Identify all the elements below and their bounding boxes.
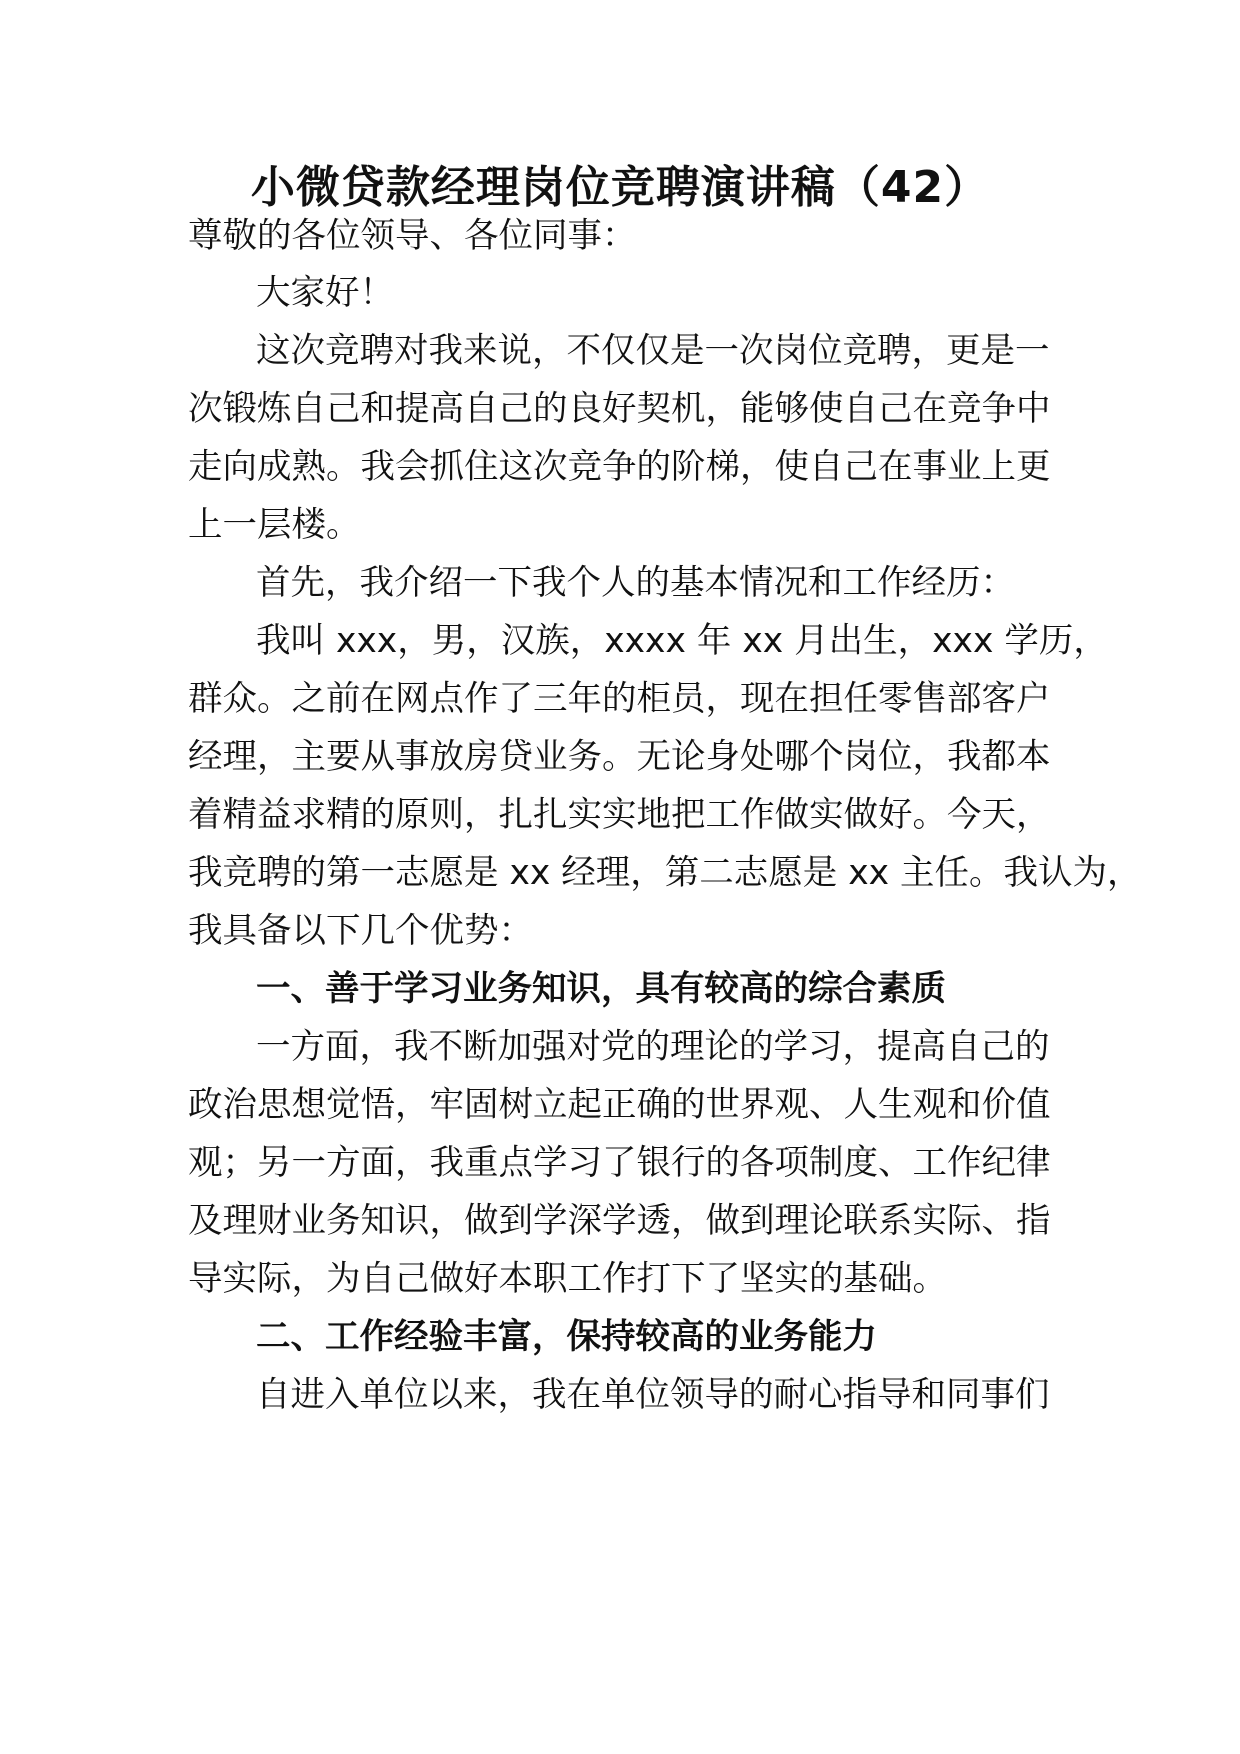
paragraph-line: 自进入单位以来，我在单位领导的耐心指导和同事们 — [256, 1375, 1050, 1415]
paragraph-line: 一方面，我不断加强对党的理论的学习，提高自己的 — [256, 1027, 1050, 1067]
paragraph-line: 我竞聘的第一志愿是 xx 经理，第二志愿是 xx 主任。我认为， — [188, 853, 1142, 893]
paragraph-line: 着精益求精的原则，扎扎实实地把工作做实做好。今天， — [188, 795, 1051, 835]
paragraph-line: 我具备以下几个优势： — [188, 911, 533, 951]
paragraph-line: 导实际，为自己做好本职工作打下了坚实的基础。 — [188, 1259, 947, 1299]
paragraph-line: 上一层楼。 — [188, 505, 361, 545]
paragraph-line: 次锻炼自己和提高自己的良好契机，能够使自己在竞争中 — [188, 389, 1051, 429]
paragraph-line: 群众。之前在网点作了三年的柜员，现在担任零售部客户 — [188, 679, 1051, 719]
paragraph-line: 及理财业务知识，做到学深学透，做到理论联系实际、指 — [188, 1201, 1051, 1241]
paragraph-line: 我叫 xxx，男，汉族，xxxx 年 xx 月出生，xxx 学历， — [256, 621, 1108, 661]
paragraph-line: 经理，主要从事放房贷业务。无论身处哪个岗位，我都本 — [188, 737, 1051, 777]
section-heading-1: 一、善于学习业务知识，具有较高的综合素质 — [256, 969, 946, 1009]
paragraph-line: 这次竞聘对我来说，不仅仅是一次岗位竞聘，更是一 — [256, 331, 1050, 371]
greeting: 大家好！ — [256, 273, 394, 313]
section-heading-2: 二、工作经验丰富，保持较高的业务能力 — [256, 1317, 877, 1357]
paragraph-line: 政治思想觉悟，牢固树立起正确的世界观、人生观和价值 — [188, 1085, 1051, 1125]
document-title: 小微贷款经理岗位竞聘演讲稿（42） — [250, 162, 990, 213]
paragraph-line: 观；另一方面，我重点学习了银行的各项制度、工作纪律 — [188, 1143, 1051, 1183]
paragraph-line: 首先，我介绍一下我个人的基本情况和工作经历： — [256, 563, 1015, 603]
paragraph-line: 走向成熟。我会抓住这次竞争的阶梯，使自己在事业上更 — [188, 447, 1051, 487]
salutation: 尊敬的各位领导、各位同事： — [188, 216, 637, 256]
